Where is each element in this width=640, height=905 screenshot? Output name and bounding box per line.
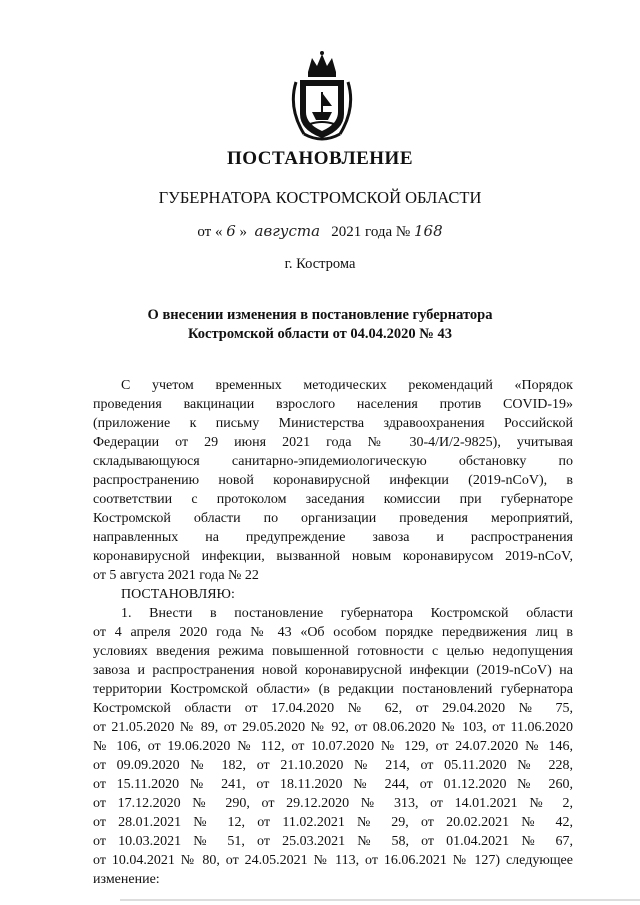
- text-line: соответствии с протоколом заседания комиссии при губернаторе: [93, 492, 573, 507]
- text-line: завоза и распространения новой коронавирусной инфекции (2019-nCoV) на: [93, 663, 573, 678]
- city-name: г. Кострома: [284, 256, 356, 272]
- text-line: от 21.05.2020 № 89, от 29.05.2020 № 92, от 08.06.2020 № 103, от 11.06.2020: [93, 720, 573, 735]
- text-line: от 10.04.2021 № 80, от 24.05.2021 № 113, от 16.06.2021 № 127) следующее: [93, 853, 573, 868]
- date-line: [0, 222, 640, 241]
- text-line: Костромской области по организации проведения мероприятий,: [93, 511, 573, 526]
- text-line: от 5 августа 2021 года № 22: [93, 568, 259, 583]
- text-line: проведения вакцинации взрослого населения против COVID-19»: [93, 397, 573, 412]
- text-line: от 15.11.2020 № 241, от 18.11.2020 № 244, от 01.12.2020 № 260,: [93, 777, 573, 792]
- subject-line: О внесении изменения в постановление губернатора: [147, 307, 493, 323]
- handwritten-number: 168: [414, 222, 443, 240]
- text-line: условиях введения режима повышенной готовности с целью недопущения: [93, 644, 573, 659]
- document-body: [93, 376, 573, 889]
- text-line: Костромской области от 17.04.2020 № 62, от 29.04.2020 № 75,: [93, 701, 573, 716]
- text-line: изменение:: [93, 872, 160, 887]
- coat-of-arms-emblem: [286, 50, 358, 142]
- text-line: складывающуюся санитарно-эпидемиологическую обстановку по: [93, 454, 573, 469]
- text-line: территории Костромской области» (в редакции постановлений губернатора: [93, 682, 573, 697]
- date-mid: »: [239, 224, 248, 240]
- resolve-heading: ПОСТАНОВЛЯЮ:: [121, 587, 235, 602]
- text-line: от 17.12.2020 № 290, от 29.12.2020 № 313, от 14.01.2021 № 2,: [93, 796, 573, 811]
- text-line: коронавирусной инфекции, вызванной новым коронавирусом 2019-nCoV,: [93, 549, 573, 564]
- text-line: № 106, от 19.06.2020 № 112, от 10.07.2020 № 129, от 24.07.2020 № 146,: [93, 739, 573, 754]
- text-line: С учетом временных методических рекомендаций «Порядок: [121, 378, 573, 393]
- preamble-paragraph: [93, 376, 573, 585]
- document-subject: [0, 306, 640, 344]
- text-line: от 28.01.2021 № 12, от 11.02.2021 № 29, от 20.02.2021 № 42,: [93, 815, 573, 830]
- item-1-paragraph: [93, 604, 573, 889]
- text-line: от 10.03.2021 № 51, от 25.03.2021 № 58, от 01.04.2021 № 67,: [93, 834, 573, 849]
- issuing-authority: ГУБЕРНАТОРА КОСТРОМСКОЙ ОБЛАСТИ: [158, 188, 482, 207]
- handwritten-day: 6: [226, 222, 236, 240]
- text-line: направленных на предупреждение завоза и распространения: [93, 530, 573, 545]
- text-line: 1. Внести в постановление губернатора Костромской области: [121, 606, 573, 621]
- document-type-title: ПОСТАНОВЛЕНИЕ: [226, 148, 414, 169]
- text-line: (приложение к письму Министерства здравоохранения Российской: [93, 416, 573, 431]
- text-line: от 4 апреля 2020 года № 43 «Об особом порядке передвижения лиц в: [93, 625, 573, 640]
- subject-line: Костромской области от 04.04.2020 № 43: [188, 326, 452, 342]
- handwritten-month: августа: [254, 222, 321, 240]
- date-prefix: от «: [197, 224, 223, 240]
- text-line: от 09.09.2020 № 182, от 21.10.2020 № 214, от 05.11.2020 № 228,: [93, 758, 573, 773]
- text-line: Федерации от 29 июня 2021 года № 30-4/И/2-9825), учитывая: [93, 435, 573, 450]
- year-text: 2021 года №: [331, 224, 411, 240]
- text-line: распространению новой коронавирусной инфекции (2019-nCoV), в: [93, 473, 573, 488]
- scan-edge-divider: [120, 899, 640, 901]
